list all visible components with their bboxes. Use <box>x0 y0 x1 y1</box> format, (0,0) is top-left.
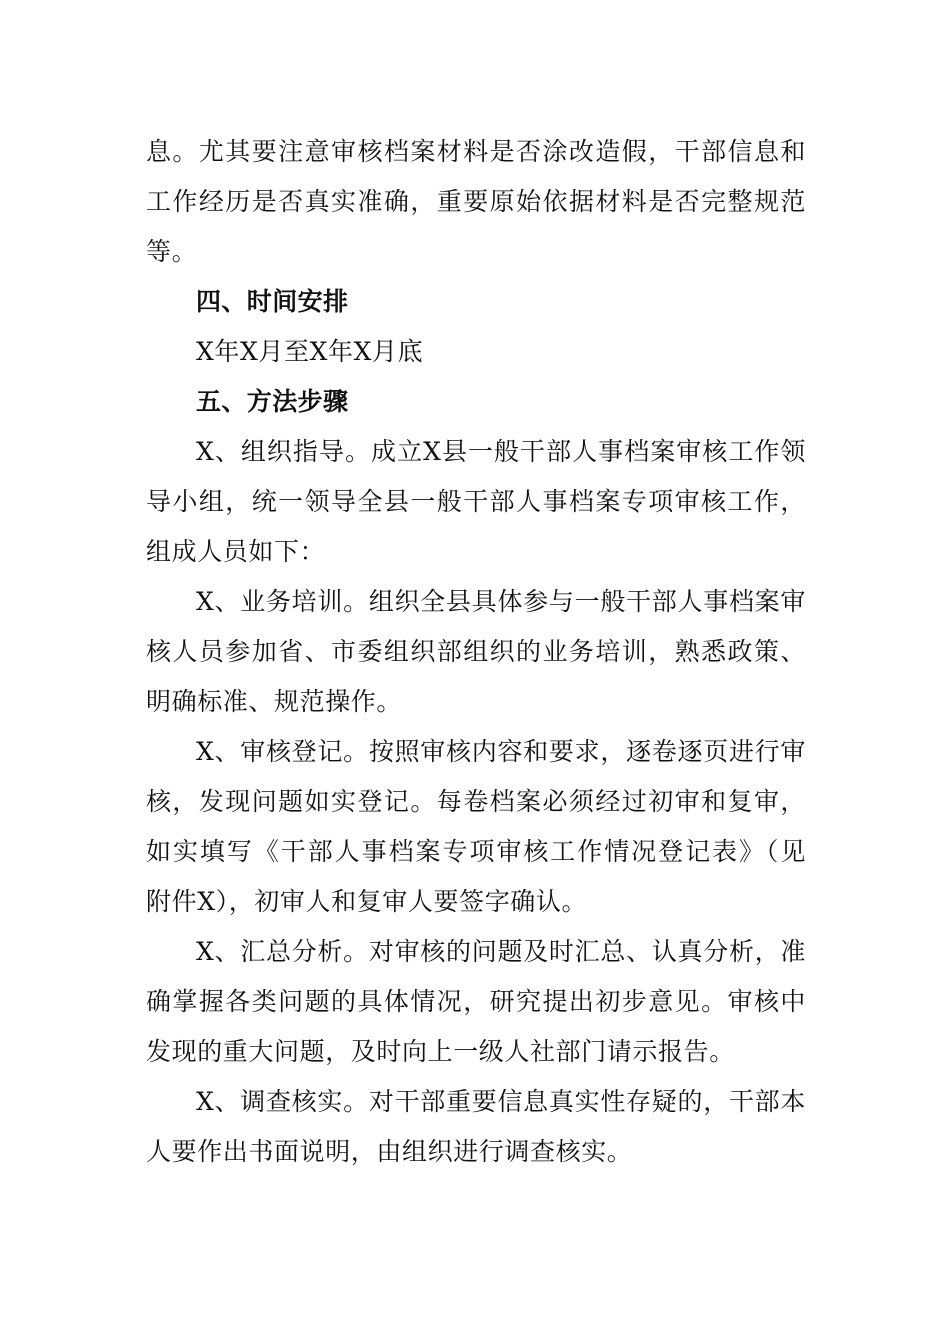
step-line: 核人员参加省、市委组织部组织的业务培训，熟悉政策、 <box>146 637 806 666</box>
step-line: X、组织指导。成立X县一般干部人事档案审核工作领 <box>196 437 806 466</box>
section-body: X年X月至X年X月底 <box>196 337 424 366</box>
step-line: 确掌握各类问题的具体情况，研究提出初步意见。审核中 <box>146 987 806 1016</box>
step-line: 导小组，统一领导全县一般干部人事档案专项审核工作， <box>146 487 806 516</box>
step-line: 如实填写《干部人事档案专项审核工作情况登记表》（见 <box>146 837 806 866</box>
step-line: X、调查核实。对干部重要信息真实性存疑的，干部本 <box>196 1087 806 1116</box>
paragraph-line: 工作经历是否真实准确，重要原始依据材料是否完整规范 <box>146 187 806 216</box>
paragraph-line: 等。 <box>146 237 198 266</box>
step-line: 核，发现问题如实登记。每卷档案必须经过初审和复审， <box>146 787 806 816</box>
section-heading: 四、时间安排 <box>196 287 349 316</box>
step-line: 附件X），初审人和复审人要签字确认。 <box>146 887 588 916</box>
step-line: 明确标准、规范操作。 <box>146 687 403 716</box>
step-line: X、审核登记。按照审核内容和要求，逐卷逐页进行审 <box>196 737 806 766</box>
step-line: X、业务培训。组织全县具体参与一般干部人事档案审 <box>196 587 806 616</box>
paragraph-line: 息。尤其要注意审核档案材料是否涂改造假，干部信息和 <box>146 137 806 166</box>
step-line: 组成人员如下： <box>146 537 326 566</box>
section-heading: 五、方法步骤 <box>196 387 349 416</box>
step-line: 人要作出书面说明，由组织进行调查核实。 <box>146 1137 633 1166</box>
step-line: 发现的重大问题，及时向上一级人社部门请示报告。 <box>146 1037 735 1066</box>
step-line: X、汇总分析。对审核的问题及时汇总、认真分析，准 <box>196 937 806 966</box>
